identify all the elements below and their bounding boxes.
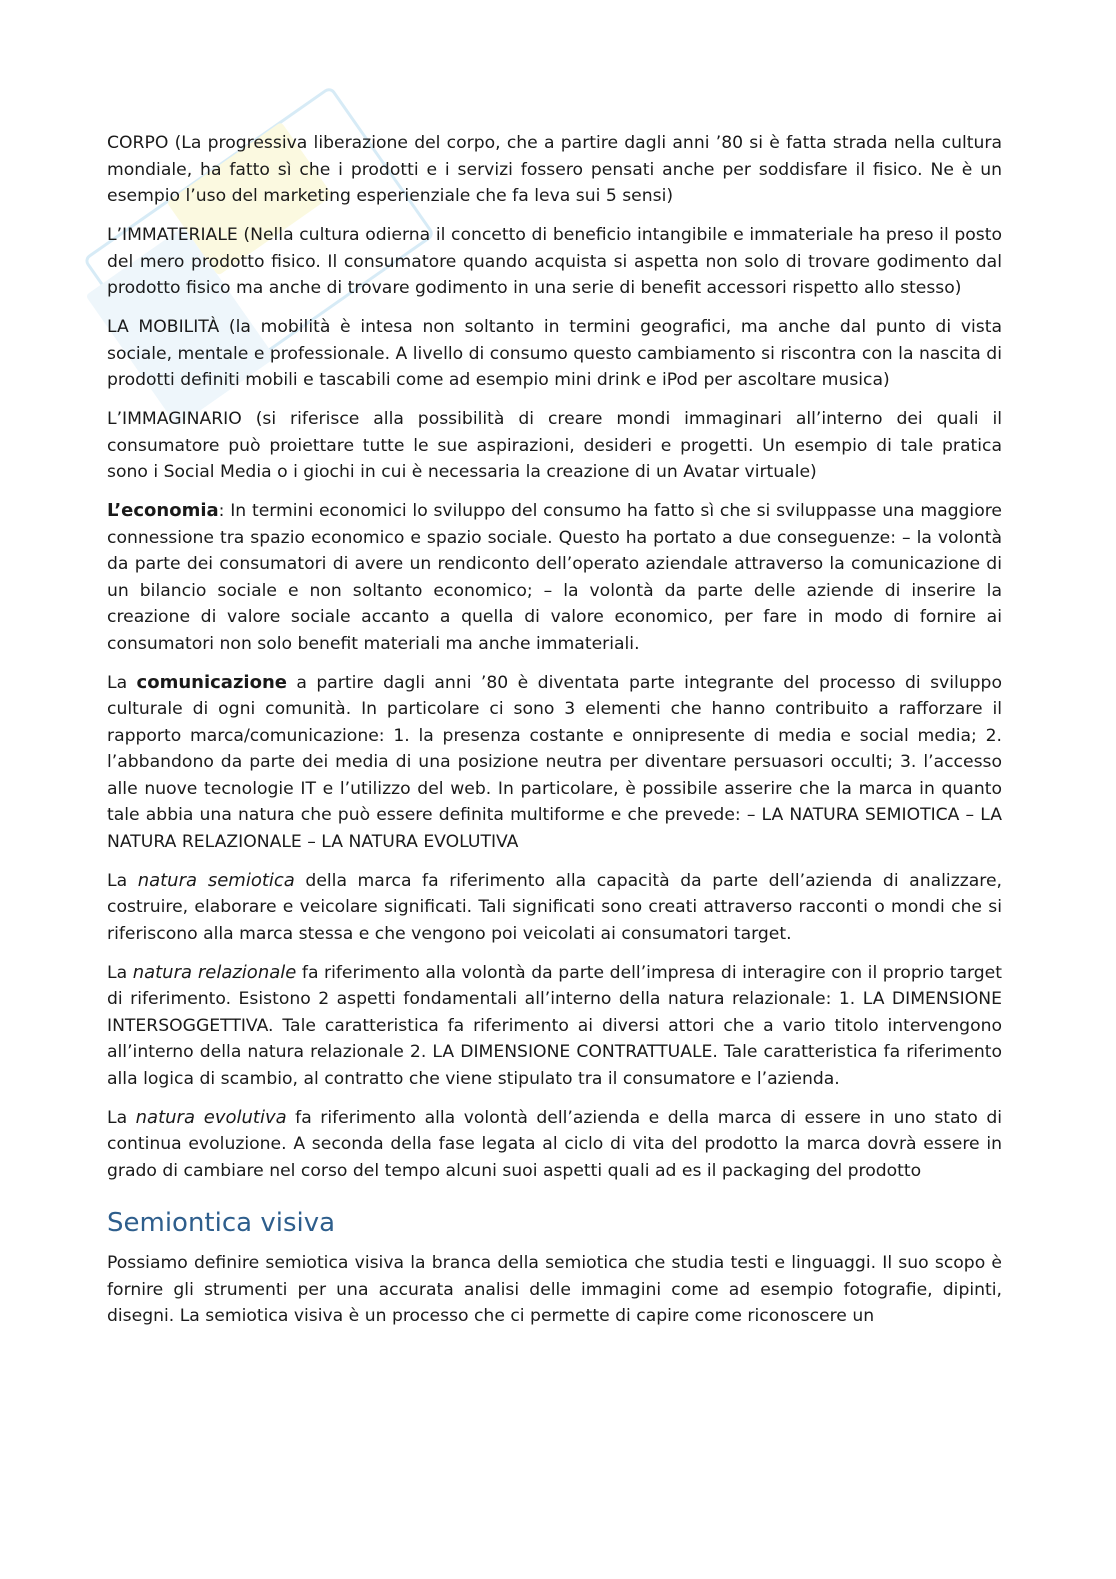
term-natura-semiotica: natura semiotica — [137, 869, 295, 891]
term-natura-relazionale: natura relazionale — [132, 961, 297, 983]
relazionale-text: fa riferimento alla volontà da parte dell’impresa di interagire con il proprio target di riferimento. Esistono 2 aspetti fondamentali all’interno della natura relazionale: 1. LA DIMENSIONE INTERSOGGETTIVA. Tale caratteristica fa riferimento ai diversi attori che a vario titolo intervengono all’interno della natura relazionale 2. LA DIMENSIONE CONTRATTUALE. Tale caratteristica fa riferimento alla logica di scambio, al contratto che viene stipulato tra il consumatore e l’azienda. — [107, 962, 1002, 1089]
economia-text: : In termini economici lo sviluppo del consumo ha fatto sì che si sviluppasse una maggiore connessione tra spazio economico e spazio sociale. Questo ha portato a due conseguenze: – la volontà da parte dei consumatori di avere un rendiconto dell’operato aziendale attraverso la comunicazione di un bilancio sociale e non soltanto economico; – la volontà da parte delle aziende di inserire la creazione di valore sociale accanto a quella di valore economico, per fare in modo di fornire ai consumatori non solo benefit materiali ma anche immateriali. — [107, 501, 1002, 654]
paragraph-corpo: CORPO (La progressiva liberazione del corpo, che a partire dagli anni ’80 si è fatta strada nella cultura mondiale, ha fatto sì che i prodotti e i servizi fossero pensati anche per soddisfare il fisico. Ne è un esempio l’uso del marketing esperienziale che fa leva sui 5 sensi) — [107, 133, 1002, 206]
paragraph-mobilita: LA MOBILITÀ (la mobilità è intesa non soltanto in termini geografici, ma anche dal punto di vista sociale, mentale e professionale. A livello di consumo questo cambiamento si riscontra con la nascita di prodotti definiti mobili e tascabili come ad esempio mini drink e iPod per ascoltare musica) — [107, 317, 1002, 390]
term-comunicazione: comunicazione — [136, 671, 287, 693]
document-body — [107, 130, 1002, 1342]
paragraph-immateriale: L’IMMATERIALE (Nella cultura odierna il concetto di beneficio intangibile e immateriale ha preso il posto del mero prodotto fisico. Il consumatore quando acquista si aspetta non solo di trovare godimento dal prodotto fisico ma anche di trovare godimento in una serie di benefit accessori rispetto allo stesso) — [107, 225, 1002, 298]
section-heading: Semiontica visiva — [107, 1208, 336, 1238]
evolutiva-text: fa riferimento alla volontà dell’azienda e della marca di essere in uno stato di continua evoluzione. A seconda della fase legata al ciclo di vita del prodotto la marca dovrà essere in grado di cambiare nel corso del tempo alcuni suoi aspetti quali ad es il packaging del prodotto — [107, 1107, 1003, 1181]
paragraph-natura-evolutiva — [107, 1105, 1002, 1185]
paragraph-semiotica-visiva: Possiamo definire semiotica visiva la branca della semiotica che studia testi e linguaggi. Il suo scopo è fornire gli strumenti per una accurata analisi delle immagini come ad esempio fotografie, dipinti, disegni. La semiotica visiva è un processo che ci permette di capire come riconoscere un — [107, 1253, 1002, 1326]
paragraph-natura-semiotica — [107, 868, 1002, 948]
term-economia: L’economia — [107, 500, 219, 521]
relazionale-prefix: La — [107, 962, 133, 983]
paragraph-immaginario: L’IMMAGINARIO (si riferisce alla possibilità di creare mondi immaginari all’interno dei quali il consumatore può proiettare tutte le sue aspirazioni, desideri e progetti. Un esempio di tale pratica sono i Social Media o i giochi in cui è necessaria la creazione di un Avatar virtuale) — [107, 409, 1002, 482]
comunicazione-prefix: La — [107, 672, 137, 693]
comunicazione-text: a partire dagli anni ’80 è diventata parte integrante del processo di sviluppo culturale di ogni comunità. In particolare ci sono 3 elementi che hanno contribuito a rafforzare il rapporto marca/comunicazione: 1. la presenza costante e onnipresente di media e social media; 2. l’abbandono da parte dei media di una posizione neutra per diventare persuasori occulti; 3. l’accesso alle nuove tecnologie IT e l’utilizzo del web. In particolare, è possibile asserire che la marca in quanto tale abbia una natura che può essere definita multiforme e che prevede: – LA NATURA SEMIOTICA – LA NATURA RELAZIONALE – LA NATURA EVOLUTIVA — [107, 672, 1002, 852]
term-natura-evolutiva: natura evolutiva — [135, 1106, 287, 1128]
paragraph-natura-relazionale — [107, 960, 1002, 1093]
evolutiva-prefix: La — [107, 1107, 136, 1128]
semiotica-text: della marca fa riferimento alla capacità da parte dell’azienda di analizzare, costruire, elaborare e veicolare significati. Tali significati sono creati attraverso racconti o mondi che si riferiscono alla marca stessa e che vengono poi veicolati ai consumatori target. — [107, 870, 1002, 944]
semiotica-prefix: La — [107, 870, 138, 891]
paragraph-economia — [107, 498, 1002, 657]
paragraph-comunicazione — [107, 670, 1002, 856]
